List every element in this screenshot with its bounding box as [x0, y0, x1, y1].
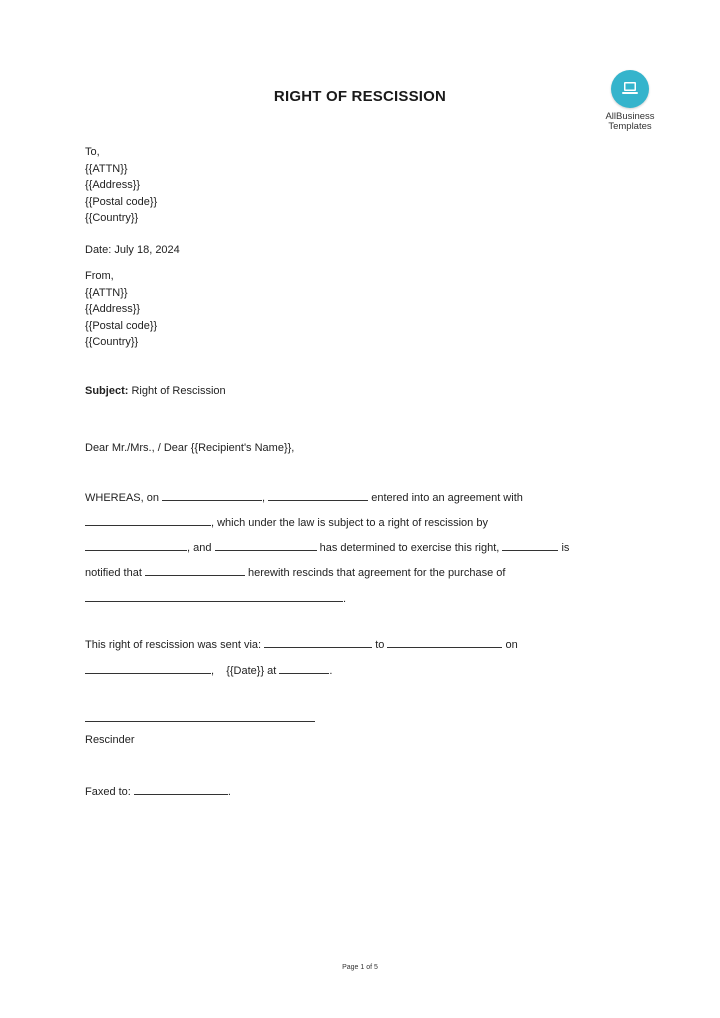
text-segment: has determined to exercise this right, — [319, 542, 500, 554]
blank-field[interactable] — [264, 636, 372, 648]
page-number: Page 1 of 5 — [342, 964, 378, 971]
text-segment: {{Date}} at — [226, 665, 277, 677]
blank-field[interactable] — [502, 539, 558, 551]
text-segment: herewith rescinds that agreement for the purchase of — [248, 567, 506, 579]
blank-field[interactable] — [387, 636, 502, 648]
from-address: {{Address}} — [85, 303, 141, 315]
from-postal-code: {{Postal code}} — [85, 319, 158, 332]
blank-field[interactable] — [215, 539, 317, 551]
paragraph2-line1 — [85, 636, 518, 651]
text-segment: . — [329, 665, 333, 677]
text-segment: , and — [187, 542, 212, 554]
text-segment: . — [227, 786, 231, 798]
document-title: RIGHT OF RESCISSION — [273, 88, 447, 105]
text-segment: entered into an agreement with — [371, 492, 523, 504]
logo-text — [598, 112, 662, 132]
text-segment: WHEREAS, on — [85, 492, 159, 504]
paragraph1-line5 — [85, 590, 346, 605]
blank-field[interactable] — [85, 590, 343, 602]
laptop-icon — [611, 70, 649, 108]
to-label: To, — [85, 146, 100, 158]
to-postal-code: {{Postal code}} — [85, 195, 158, 208]
to-country: {{Country}} — [85, 212, 139, 224]
text-segment: is — [561, 542, 570, 554]
blank-field[interactable] — [268, 489, 368, 501]
paragraph1-line1 — [85, 489, 523, 504]
text-segment: on — [505, 639, 518, 651]
blank-field[interactable] — [162, 489, 262, 501]
text-segment: to — [375, 639, 385, 651]
faxed-label: Faxed to: — [85, 786, 131, 798]
logo-line-2: Templates — [608, 121, 652, 132]
faxed-line — [85, 783, 231, 798]
text-segment: This right of rescission was sent via: — [85, 639, 262, 651]
blank-field[interactable] — [85, 514, 211, 526]
from-country: {{Country}} — [85, 336, 139, 348]
salutation: Dear Mr./Mrs., / Dear {{Recipient's Name}}, — [85, 442, 295, 454]
to-attn: {{ATTN}} — [85, 162, 128, 175]
blank-field[interactable] — [134, 783, 228, 795]
paragraph1-line3 — [85, 539, 569, 554]
from-label: From, — [85, 270, 114, 282]
signature-line[interactable] — [85, 721, 315, 722]
to-address-block — [85, 144, 157, 227]
blank-field[interactable] — [279, 662, 329, 674]
from-address-block — [85, 268, 157, 351]
subject-label: Subject: — [85, 385, 129, 397]
blank-field[interactable] — [145, 564, 245, 576]
allbusiness-templates-logo — [598, 70, 662, 132]
text-segment: , — [211, 665, 215, 677]
blank-field[interactable] — [85, 662, 211, 674]
text-segment: . — [343, 593, 347, 605]
rescinder-label: Rescinder — [85, 734, 135, 746]
text-segment: notified that — [85, 567, 142, 579]
to-address: {{Address}} — [85, 179, 141, 191]
blank-field[interactable] — [85, 539, 187, 551]
from-attn: {{ATTN}} — [85, 286, 128, 299]
text-segment: , — [262, 492, 266, 504]
paragraph2-line2 — [85, 662, 332, 677]
paragraph1-line2 — [85, 514, 488, 529]
text-segment: , which under the law is subject to a right of rescission by — [211, 517, 488, 529]
logo-line-1: AllBusiness — [605, 111, 655, 122]
subject-text: Right of Rescission — [131, 385, 226, 397]
date-line: Date: July 18, 2024 — [85, 244, 180, 256]
subject-line — [85, 383, 226, 400]
paragraph1-line4 — [85, 564, 505, 579]
